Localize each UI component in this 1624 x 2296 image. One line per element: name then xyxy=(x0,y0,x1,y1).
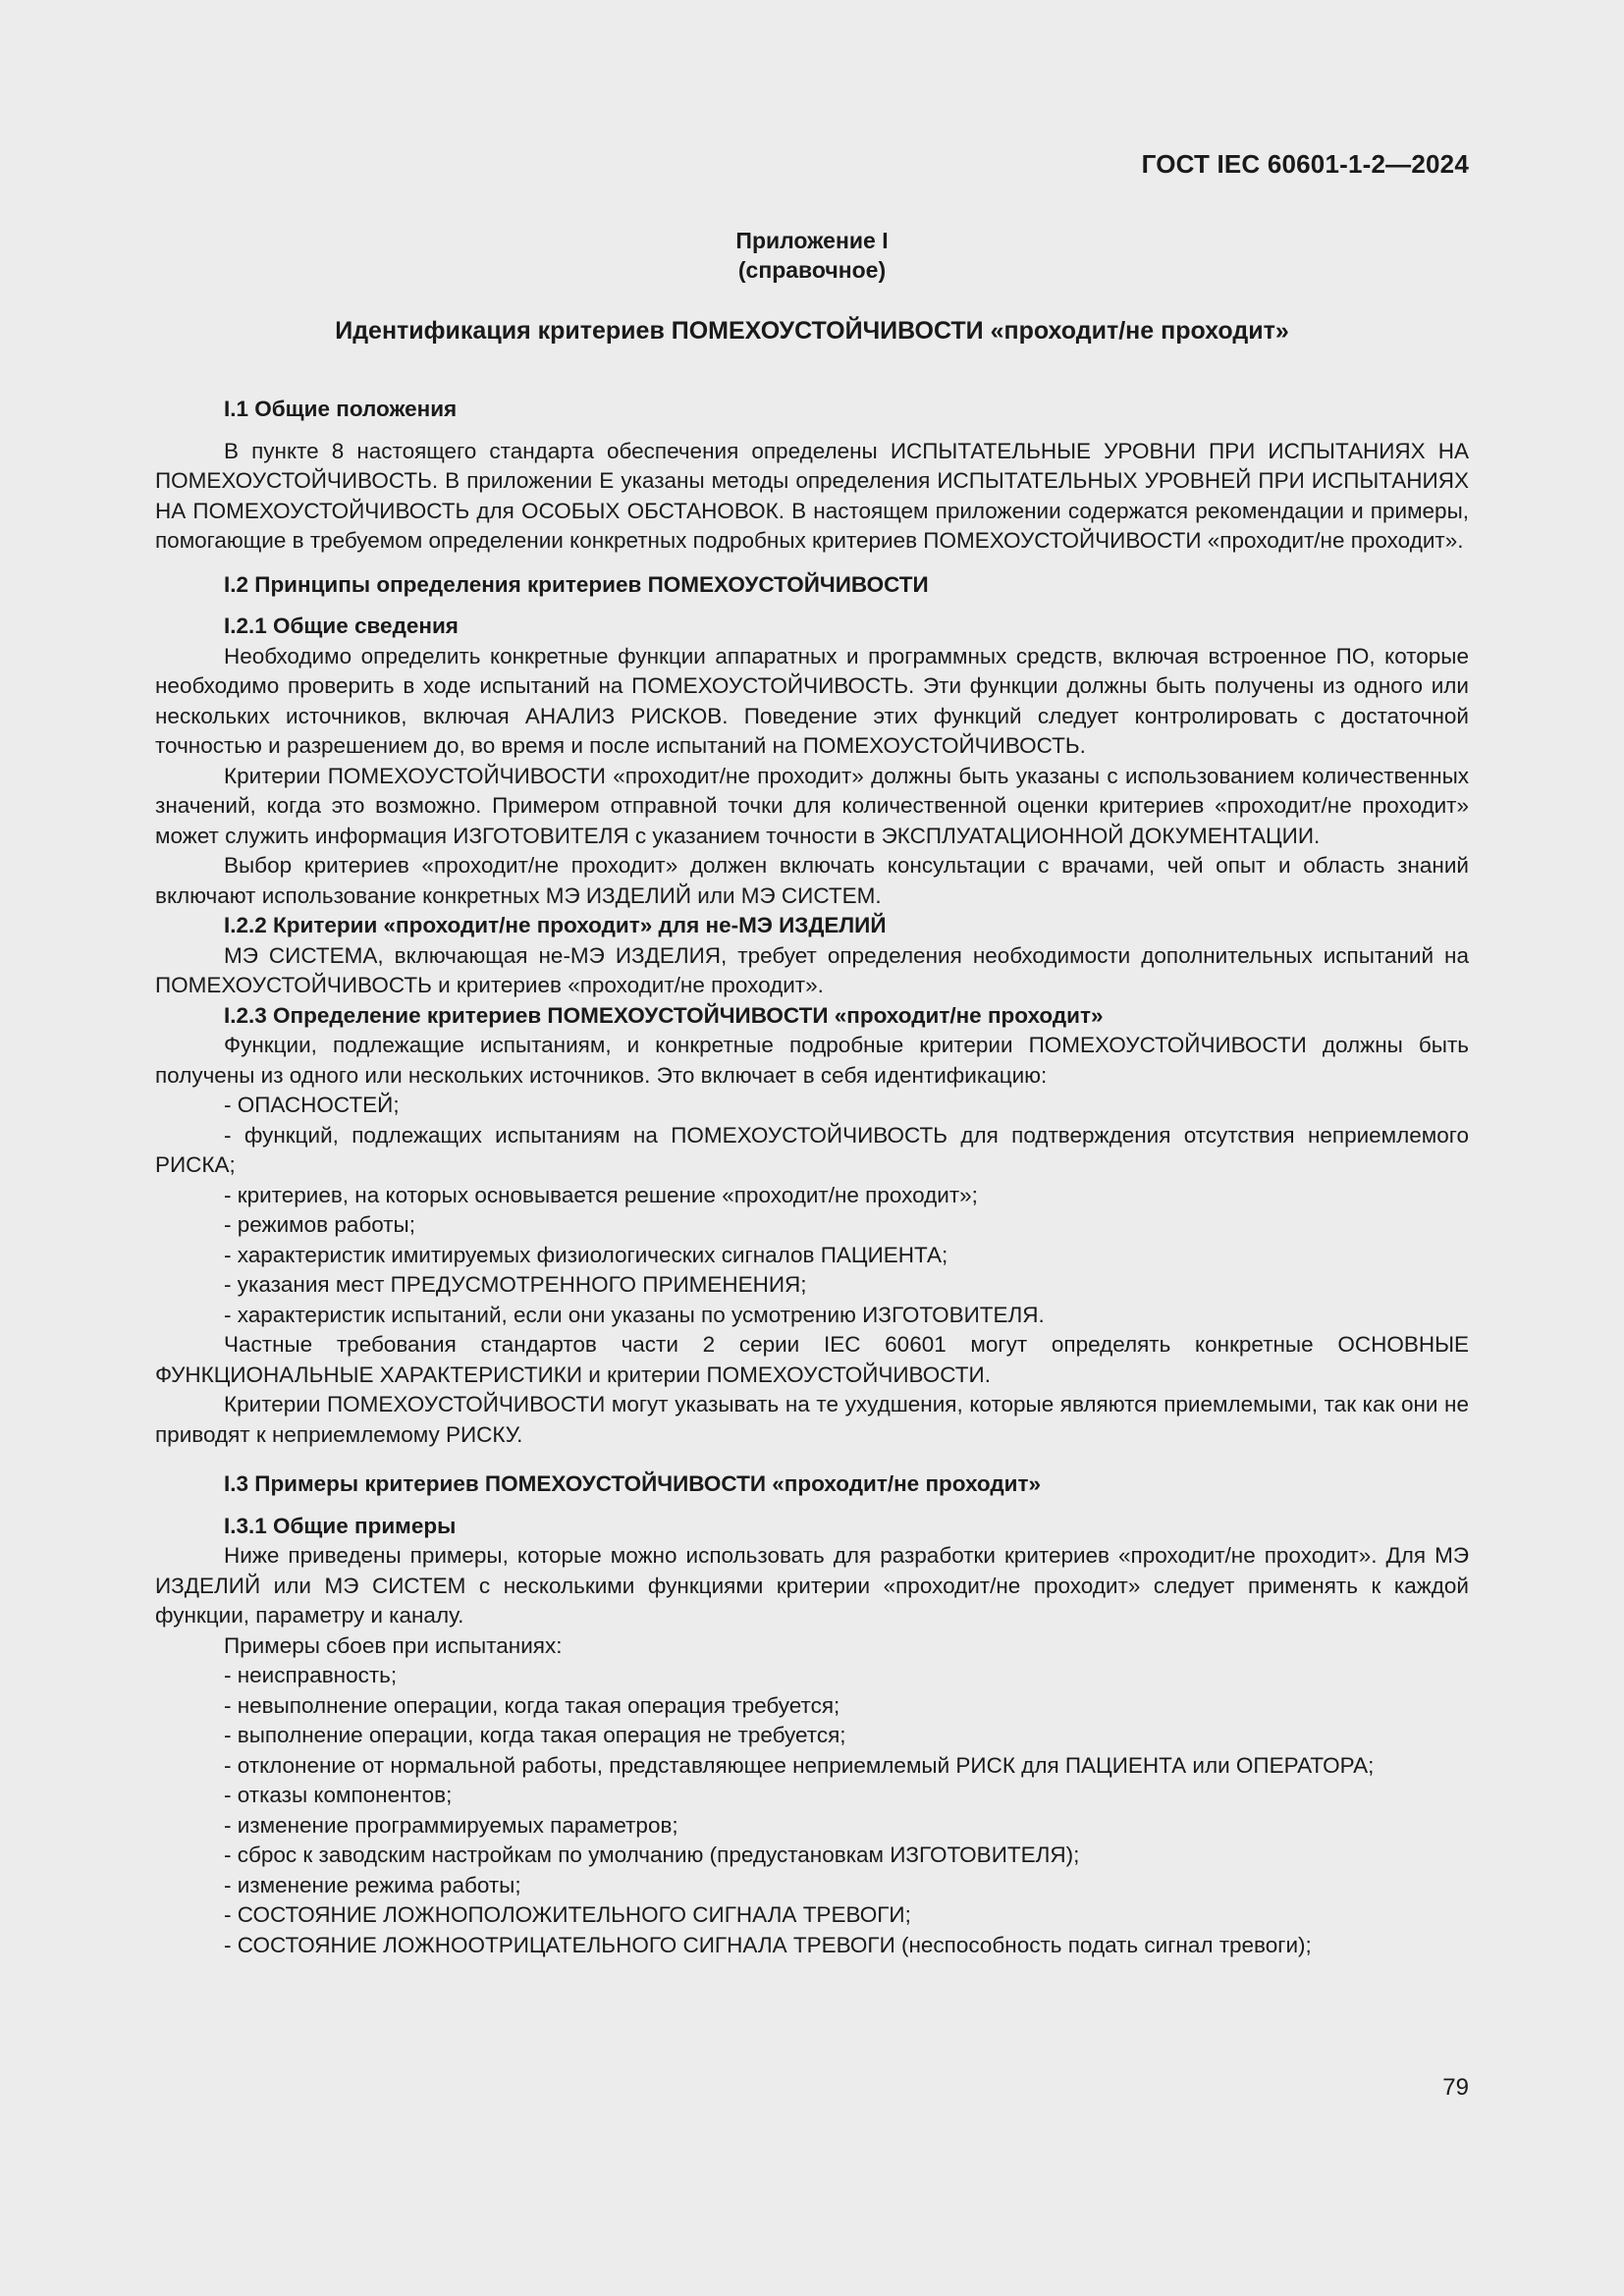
standard-code: ГОСТ IEC 60601-1-2—2024 xyxy=(1141,149,1469,179)
paragraph: Выбор критериев «проходит/не проходит» должен включать консультации с врачами, чей опыт и область знаний включают использование конкретных МЭ ИЗДЕЛИЙ или МЭ СИСТЕМ. xyxy=(155,853,1469,908)
page-title: Идентификация критериев ПОМЕХОУСТОЙЧИВОСТИ «проходит/не проходит» xyxy=(335,317,1289,345)
list-item: - сброс к заводским настройкам по умолчанию (предустановкам ИЗГОТОВИТЕЛЯ); xyxy=(224,1842,1080,1867)
list-item: - выполнение операции, когда такая операция не требуется; xyxy=(224,1723,846,1747)
list-item: - СОСТОЯНИЕ ЛОЖНОПОЛОЖИТЕЛЬНОГО СИГНАЛА ТРЕВОГИ; xyxy=(224,1902,911,1927)
section-heading-i31: I.3.1 Общие примеры xyxy=(224,1513,457,1538)
paragraph: Примеры сбоев при испытаниях: xyxy=(224,1632,563,1658)
document-body xyxy=(155,395,1469,1960)
section-heading-i23: I.2.3 Определение критериев ПОМЕХОУСТОЙЧИВОСТИ «проходит/не проходит» xyxy=(224,1002,1104,1028)
paragraph: МЭ СИСТЕМА, включающая не-МЭ ИЗДЕЛИЯ, требует определения необходимости дополнительных испытаний на ПОМЕХОУСТОЙЧИВОСТЬ и критериев «проходит/не проходит». xyxy=(155,942,1469,997)
list-item: - указания мест ПРЕДУСМОТРЕННОГО ПРИМЕНЕНИЯ; xyxy=(224,1272,807,1297)
paragraph: Ниже приведены примеры, которые можно использовать для разработки критериев «проходит/не проходит». Для МЭ ИЗДЕЛИЙ или МЭ СИСТЕМ с несколькими функциями критерии «проходит/не проходит» следует применять к каждой функции, параметру и каналу. xyxy=(155,1543,1469,1628)
list-item: - режимов работы; xyxy=(224,1212,415,1237)
list-item: - СОСТОЯНИЕ ЛОЖНООТРИЦАТЕЛЬНОГО СИГНАЛА ТРЕВОГИ (неспособность подать сигнал тревоги); xyxy=(224,1932,1312,1957)
page-number: 79 xyxy=(1442,2074,1469,2101)
list-item: - изменение режима работы; xyxy=(224,1872,521,1897)
annex-subtitle: (справочное) xyxy=(737,257,887,283)
list-item: - критериев, на которых основывается решение «проходит/не проходит»; xyxy=(224,1182,978,1207)
annex-heading xyxy=(0,226,1624,285)
section-heading-i3: I.3 Примеры критериев ПОМЕХОУСТОЙЧИВОСТИ «проходит/не проходит» xyxy=(224,1471,1042,1496)
section-heading-i22: I.2.2 Критерии «проходит/не проходит» для не-МЭ ИЗДЕЛИЙ xyxy=(224,913,887,937)
paragraph: Функции, подлежащие испытаниям, и конкретные подробные критерии ПОМЕХОУСТОЙЧИВОСТИ должны быть получены из одного или нескольких источников. Это включает в себя идентификацию: xyxy=(155,1033,1469,1088)
paragraph: Критерии ПОМЕХОУСТОЙЧИВОСТИ могут указывать на те ухудшения, которые являются приемлемыми, так как они не приводят к неприемлемому РИСКУ. xyxy=(155,1392,1469,1447)
list-item: - изменение программируемых параметров; xyxy=(224,1812,678,1838)
section-heading-i1: I.1 Общие положения xyxy=(224,397,458,421)
list-item: - отклонение от нормальной работы, представляющее неприемлемый РИСК для ПАЦИЕНТА или ОПЕРАТОРА; xyxy=(224,1752,1375,1778)
list-item: - характеристик имитируемых физиологических сигналов ПАЦИЕНТА; xyxy=(224,1242,948,1267)
list-item: - отказы компонентов; xyxy=(224,1783,453,1807)
paragraph: Частные требования стандартов части 2 серии IEC 60601 могут определять конкретные ОСНОВНЫЕ ФУНКЦИОНАЛЬНЫЕ ХАРАКТЕРИСТИКИ и критерии ПОМЕХОУСТОЙЧИВОСТИ. xyxy=(155,1332,1469,1387)
paragraph: В пункте 8 настоящего стандарта обеспечения определены ИСПЫТАТЕЛЬНЫЕ УРОВНИ ПРИ ИСПЫТАНИЯХ НА ПОМЕХОУСТОЙЧИВОСТЬ. В приложении Е указаны методы определения ИСПЫТАТЕЛЬНЫХ УРОВНЕЙ ПРИ ИСПЫТАНИЯХ НА ПОМЕХОУСТОЙЧИВОСТЬ для ОСОБЫХ ОБСТАНОВОК. В настоящем приложении содержатся рекомендации и примеры, помогающие в требуемом определении конкретных подробных критериев ПОМЕХОУСТОЙЧИВОСТИ «проходит/не проходит». xyxy=(155,438,1469,553)
section-heading-i21: I.2.1 Общие сведения xyxy=(224,614,459,638)
list-item: - невыполнение операции, когда такая операция требуется; xyxy=(224,1692,840,1718)
list-item: - функций, подлежащих испытаниям на ПОМЕХОУСТОЙЧИВОСТЬ для подтверждения отсутствия неприемлемого РИСКА; xyxy=(155,1122,1469,1177)
paragraph: Критерии ПОМЕХОУСТОЙЧИВОСТИ «проходит/не проходит» должны быть указаны с использованием количественных значений, когда это возможно. Примером отправной точки для количественной оценки критериев «проходит/не проходит» может служить информация ИЗГОТОВИТЕЛЯ с указанием точности в ЭКСПЛУАТАЦИОННОЙ ДОКУМЕНТАЦИИ. xyxy=(155,763,1469,848)
list-item: - ОПАСНОСТЕЙ; xyxy=(224,1093,400,1117)
list-item: - характеристик испытаний, если они указаны по усмотрению ИЗГОТОВИТЕЛЯ. xyxy=(224,1302,1045,1327)
section-heading-i2: I.2 Принципы определения критериев ПОМЕХОУСТОЙЧИВОСТИ xyxy=(224,571,929,597)
annex-title: Приложение I xyxy=(735,228,889,253)
list-item: - неисправность; xyxy=(224,1663,398,1687)
paragraph: Необходимо определить конкретные функции аппаратных и программных средств, включая встроенное ПО, которые необходимо проверить в ходе испытаний на ПОМЕХОУСТОЙЧИВОСТЬ. Эти функции должны быть получены из одного или нескольких источников, включая АНАЛИЗ РИСКОВ. Поведение этих функций следует контролировать с достаточной точностью и разрешением до, во время и после испытаний на ПОМЕХОУСТОЙЧИВОСТЬ. xyxy=(155,643,1469,758)
